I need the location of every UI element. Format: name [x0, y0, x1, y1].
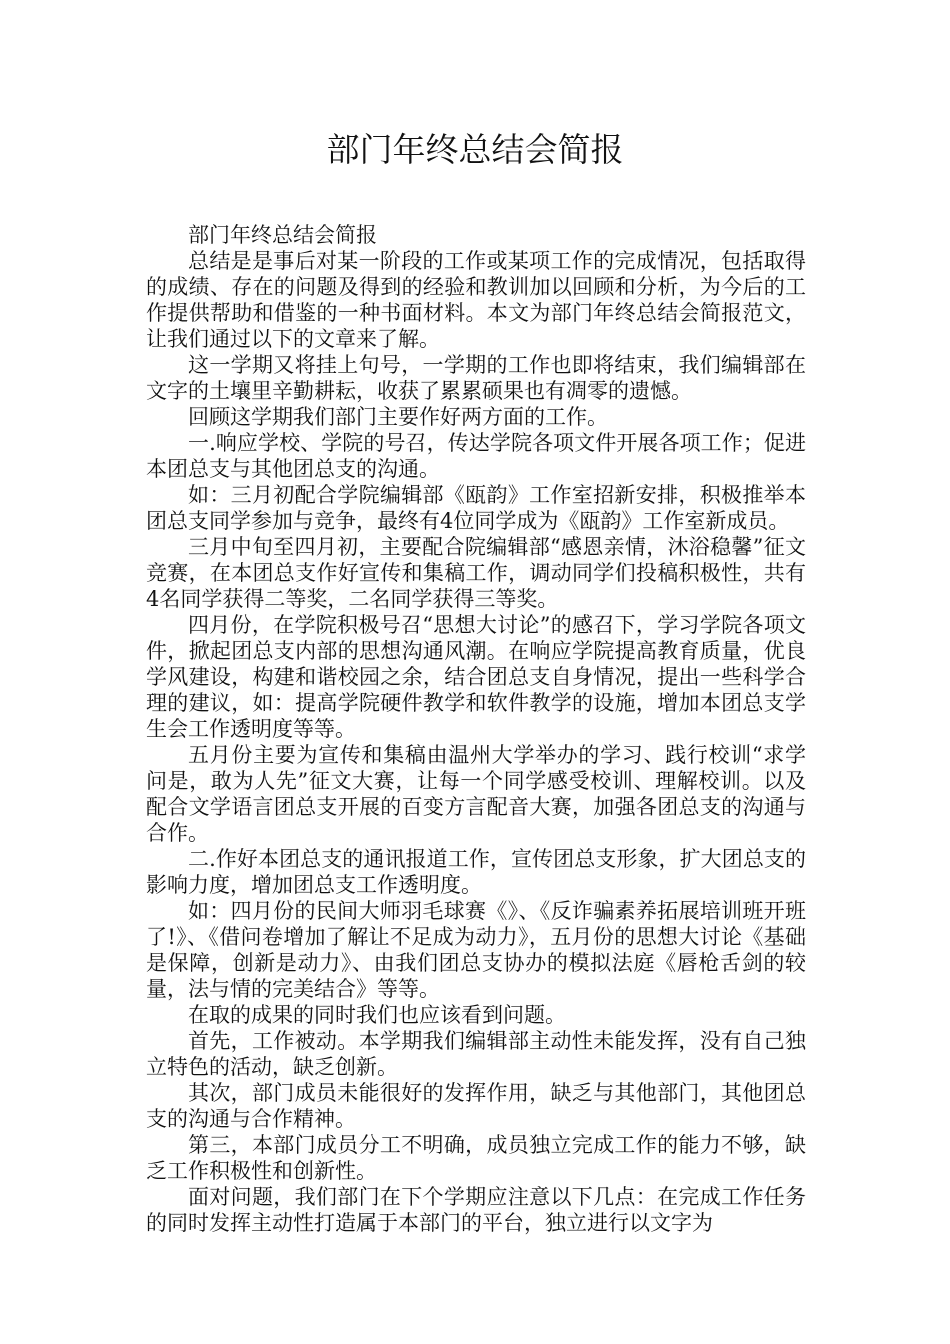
- paragraph-next-steps: 面对问题，我们部门在下个学期应注意以下几点：在完成工作任务的同时发挥主动性打造属于本部门的平台，独立进行以文字为: [146, 1185, 806, 1235]
- paragraph-intro: 总结是是事后对某一阶段的工作或某项工作的完成情况，包括取得的成绩、存在的问题及得到的经验和教训加以回顾和分析，为今后的工作提供帮助和借鉴的一种书面材料。本文为部门年终总结会简报范文，让我们通过以下的文章来了解。: [146, 249, 806, 351]
- paragraph-semester-end: 这一学期又将挂上句号，一学期的工作也即将结束，我们编辑部在文字的土壤里辛勤耕耘，收获了累累硕果也有凋零的遗憾。: [146, 353, 806, 403]
- paragraph-second: 其次，部门成员未能很好的发挥作用，缺乏与其他部门，其他团总支的沟通与合作精神。: [146, 1081, 806, 1131]
- document-title: 部门年终总结会简报: [326, 130, 624, 169]
- paragraph-example-reports: 如：四月份的民间大师羽毛球赛《》、《反诈骗素养拓展培训班开班了!》、《借问卷增加了解让不足成为动力》，五月份的思想大讨论《基础是保障，创新是动力》、由我们团总支协办的模拟法庭《唇枪舌剑的较量，法与情的完美结合》等等。: [146, 899, 806, 1001]
- paragraph-example-march: 如：三月初配合学院编辑部《瓯韵》工作室招新安排，积极推举本团总支同学参加与竞争，最终有4位同学成为《瓯韵》工作室新成员。: [146, 483, 806, 533]
- paragraph-problems: 在取的成果的同时我们也应该看到问题。: [188, 1003, 566, 1027]
- paragraph-review: 回顾这学期我们部门主要作好两方面的工作。: [188, 405, 608, 429]
- document-body: [146, 222, 806, 1236]
- paragraph-third: 第三，本部门成员分工不明确，成员独立完成工作的能力不够，缺乏工作积极性和创新性。: [146, 1133, 806, 1183]
- paragraph-subtitle: 部门年终总结会简报: [188, 223, 377, 247]
- paragraph-point-one: 一.响应学校、学院的号召，传达学院各项文件开展各项工作；促进本团总支与其他团总支的沟通。: [146, 431, 806, 481]
- paragraph-april: 四月份，在学院积极号召“思想大讨论”的感召下，学习学院各项文件，掀起团总支内部的思想沟通风潮。在响应学院提高教育质量，优良学风建设，构建和谐校园之余，结合团总支自身情况，提出一些科学合理的建议，如：提高学院硬件教学和软件教学的设施，增加本团总支学生会工作透明度等等。: [146, 613, 806, 741]
- paragraph-first: 首先，工作被动。本学期我们编辑部主动性未能发挥，没有自己独立特色的活动，缺乏创新。: [146, 1029, 806, 1079]
- paragraph-may: 五月份主要为宣传和集稿由温州大学举办的学习、践行校训“求学问是，敢为人先”征文大赛，让每一个同学感受校训、理解校训。以及配合文学语言团总支开展的百变方言配音大赛，加强各团总支的沟通与合作。: [146, 743, 806, 845]
- paragraph-mid-march: 三月中旬至四月初，主要配合院编辑部“感恩亲情，沐浴稳馨”征文竞赛，在本团总支作好宣传和集稿工作，调动同学们投稿积极性，共有4名同学获得二等奖，二名同学获得三等奖。: [146, 535, 806, 611]
- paragraph-point-two: 二.作好本团总支的通讯报道工作，宣传团总支形象，扩大团总支的影响力度，增加团总支工作透明度。: [146, 847, 806, 897]
